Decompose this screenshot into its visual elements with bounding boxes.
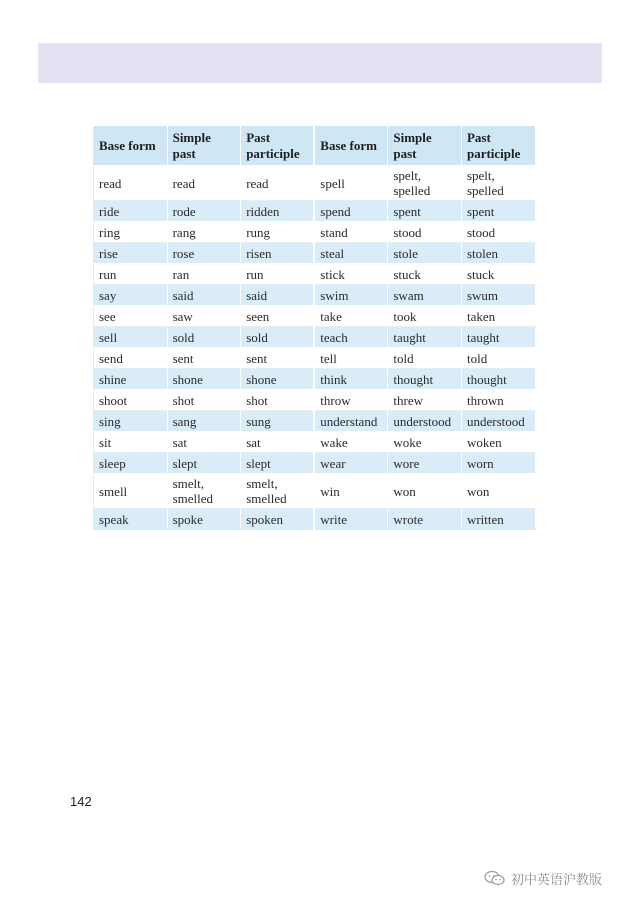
table-cell: see: [94, 306, 168, 327]
table-cell: say: [94, 285, 168, 306]
table-header-row: [94, 126, 536, 166]
table-cell: saw: [167, 306, 241, 327]
table-cell: write: [314, 509, 388, 530]
table-cell: sell: [94, 327, 168, 348]
table-cell: told: [388, 348, 462, 369]
table-cell: sat: [167, 432, 241, 453]
header-base-form: Base form: [94, 126, 168, 166]
table-cell: spell: [314, 166, 388, 201]
table-row: [94, 474, 536, 509]
table-row: [94, 264, 536, 285]
table-cell: take: [314, 306, 388, 327]
header-past-participle: Past participle: [241, 126, 315, 166]
table-cell: rode: [167, 201, 241, 222]
table-row: [94, 201, 536, 222]
table-cell: wore: [388, 453, 462, 474]
wechat-icon: [484, 870, 506, 886]
table-cell: won: [461, 474, 535, 509]
table-cell: wake: [314, 432, 388, 453]
table-cell: stuck: [388, 264, 462, 285]
watermark-text: 初中英语沪教版: [511, 872, 603, 888]
table-cell: taught: [461, 327, 535, 348]
table-cell: read: [241, 166, 315, 201]
table-cell: said: [167, 285, 241, 306]
table-cell: shone: [241, 369, 315, 390]
table-row: [94, 243, 536, 264]
table-cell: taught: [388, 327, 462, 348]
table-row: [94, 306, 536, 327]
table-cell: stand: [314, 222, 388, 243]
table-row: [94, 327, 536, 348]
table-cell: seen: [241, 306, 315, 327]
table-cell: sleep: [94, 453, 168, 474]
table-cell: sung: [241, 411, 315, 432]
table-row: [94, 509, 536, 530]
watermark: [484, 868, 602, 888]
top-band: [38, 43, 602, 83]
table-cell: thought: [388, 369, 462, 390]
table-cell: sold: [241, 327, 315, 348]
table-cell: sent: [241, 348, 315, 369]
table-cell: rise: [94, 243, 168, 264]
header-past-participle: Past participle: [461, 126, 535, 166]
table-cell: spelt, spelled: [388, 166, 462, 201]
table-cell: ride: [94, 201, 168, 222]
table-cell: spoken: [241, 509, 315, 530]
table-cell: teach: [314, 327, 388, 348]
table-cell: taken: [461, 306, 535, 327]
table-cell: swam: [388, 285, 462, 306]
table-row: [94, 453, 536, 474]
table-cell: spent: [388, 201, 462, 222]
table-cell: shine: [94, 369, 168, 390]
table-cell: written: [461, 509, 535, 530]
table-cell: win: [314, 474, 388, 509]
table-cell: sat: [241, 432, 315, 453]
table-cell: slept: [167, 453, 241, 474]
table-cell: thought: [461, 369, 535, 390]
table-cell: shone: [167, 369, 241, 390]
header-simple-past: Simple past: [167, 126, 241, 166]
table-cell: rung: [241, 222, 315, 243]
table-cell: spent: [461, 201, 535, 222]
header-simple-past: Simple past: [388, 126, 462, 166]
table-cell: sent: [167, 348, 241, 369]
table-row: [94, 390, 536, 411]
table-cell: sit: [94, 432, 168, 453]
table-cell: woken: [461, 432, 535, 453]
table-cell: risen: [241, 243, 315, 264]
table-cell: steal: [314, 243, 388, 264]
table-cell: swim: [314, 285, 388, 306]
header-base-form: Base form: [314, 126, 388, 166]
table-cell: slept: [241, 453, 315, 474]
table-cell: stood: [388, 222, 462, 243]
table-cell: sang: [167, 411, 241, 432]
table-cell: smelt, smelled: [167, 474, 241, 509]
table-cell: shot: [241, 390, 315, 411]
table-cell: worn: [461, 453, 535, 474]
table-cell: wrote: [388, 509, 462, 530]
table-cell: woke: [388, 432, 462, 453]
table-cell: read: [167, 166, 241, 201]
table-cell: stolen: [461, 243, 535, 264]
table-row: [94, 348, 536, 369]
table-cell: smell: [94, 474, 168, 509]
table-cell: stood: [461, 222, 535, 243]
table-cell: stuck: [461, 264, 535, 285]
table-cell: told: [461, 348, 535, 369]
table-cell: run: [241, 264, 315, 285]
table-cell: ridden: [241, 201, 315, 222]
table-cell: read: [94, 166, 168, 201]
table-row: [94, 411, 536, 432]
table-cell: shoot: [94, 390, 168, 411]
irregular-verbs-table: [93, 126, 536, 530]
table-cell: spelt, spelled: [461, 166, 535, 201]
table-cell: wear: [314, 453, 388, 474]
table-cell: won: [388, 474, 462, 509]
table-cell: think: [314, 369, 388, 390]
table-row: [94, 166, 536, 201]
table-cell: ran: [167, 264, 241, 285]
table-cell: speak: [94, 509, 168, 530]
table-cell: stole: [388, 243, 462, 264]
table-row: [94, 222, 536, 243]
page-number: 142: [70, 794, 92, 809]
table-cell: sold: [167, 327, 241, 348]
table-row: [94, 432, 536, 453]
table-cell: shot: [167, 390, 241, 411]
table-cell: swum: [461, 285, 535, 306]
table-cell: throw: [314, 390, 388, 411]
table-cell: smelt, smelled: [241, 474, 315, 509]
table-cell: understood: [388, 411, 462, 432]
table-cell: stick: [314, 264, 388, 285]
table-cell: sing: [94, 411, 168, 432]
table-cell: tell: [314, 348, 388, 369]
table-cell: thrown: [461, 390, 535, 411]
table-row: [94, 285, 536, 306]
table-cell: rose: [167, 243, 241, 264]
table-cell: threw: [388, 390, 462, 411]
table-cell: took: [388, 306, 462, 327]
table-cell: run: [94, 264, 168, 285]
table-cell: understood: [461, 411, 535, 432]
table-cell: spoke: [167, 509, 241, 530]
table-cell: said: [241, 285, 315, 306]
table-cell: understand: [314, 411, 388, 432]
table-cell: send: [94, 348, 168, 369]
table-cell: rang: [167, 222, 241, 243]
table-row: [94, 369, 536, 390]
table-cell: ring: [94, 222, 168, 243]
table-cell: spend: [314, 201, 388, 222]
